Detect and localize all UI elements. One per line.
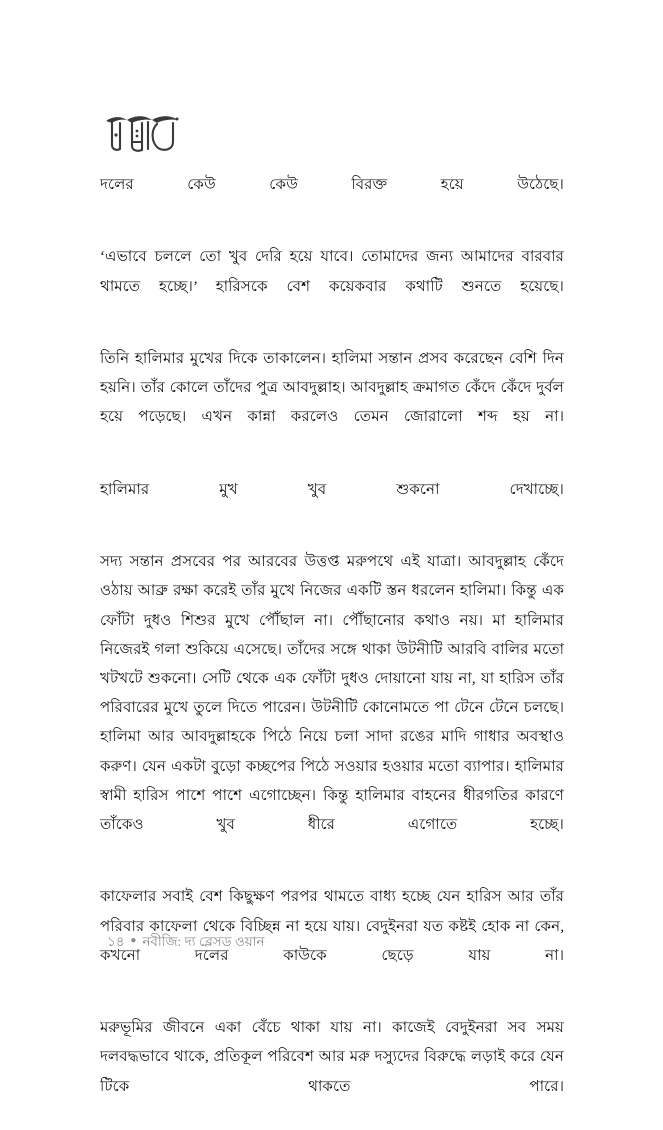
chapter-heading-glyph-icon (103, 108, 203, 158)
page-footer (107, 932, 264, 952)
footer-separator-icon: ● (130, 935, 137, 946)
body-text-block (100, 170, 564, 1130)
paragraph: মরুভূমির জীবনে একা বেঁচে থাকা যায় না। কাজেই বেদুইনরা সব সময় দলবদ্ধভাবে থাকে, প্রতিকূল পরিবেশ আর মরু দস্যুদের বিরুদ্ধে লড়াই করে যেন টিকে থাকতে পারে। (100, 1019, 564, 1095)
chapter-heading (103, 108, 523, 160)
paragraph: দলের কেউ কেউ বিরক্ত হয়ে উঠেছে। (100, 176, 564, 193)
paragraph: তিনি হালিমার মুখের দিকে তাকালেন। হালিমা সন্তান প্রসব করেছেন বেশি দিন হয়নি। তাঁর কোলে তাঁদের পুত্র আবদুল্লাহ। আবদুল্লাহ ক্রমাগত কেঁদে কেঁদে দুর্বল হয়ে পড়েছে। এখন কান্না করলেও তেমন জোরালো শব্দ হয় না। (100, 350, 564, 426)
paragraph: সদ্য সন্তান প্রসবের পর আরবের উত্তপ্ত মরুপথে এই যাত্রা। আবদুল্লাহ কেঁদে ওঠায় আব্রু রক্ষা করেই তাঁর মুখে নিজের একটি স্তন ধরলেন হালিমা। কিন্তু এক ফোঁটা দুধও শিশুর মুখে পৌঁছাল না। পৌঁছানোর কথাও নয়। মা হালিমার নিজেরই গলা শুকিয়ে এসেছে। তাঁদের সঙ্গে থাকা উটনীটি আরবি বালির মতো খটখটে শুকনো। সেটি থেকে এক ফোঁটা দুধও দোয়ানো যায় না, যা হারিস তাঁর পরিবারের মুখে তুলে দিতে পারেন। উটনীটি কোনোমতে পা টেনে টেনে চলছে। হালিমা আর আবদুল্লাহকে পিঠে নিয়ে চলা সাদা রঙের মাদি গাধার অবস্থাও করুণ। যেন একটা বুড়ো কচ্ছপের পিঠে সওয়ার হওয়ার মতো ব্যাপার। হালিমার স্বামী হারিস পাশে পাশে এগোচ্ছেন। কিন্তু হালিমার বাহনের ধীরগতির কারণে তাঁকেও খুব ধীরে এগোতে হচ্ছে। (100, 553, 564, 834)
paragraph: হালিমার মুখ খুব শুকনো দেখাচ্ছে। (100, 480, 564, 498)
footer-book-title: নবীজি: দ্য ব্লেসড ওয়ান (142, 934, 265, 949)
page-number: ১৪ (107, 934, 125, 949)
paragraph: কাফেলার সবাই বেশ কিছুক্ষণ পরপর থামতে বাধ্য হচ্ছে যেন হারিস আর তাঁর পরিবার কাফেলা থেকে বিচ্ছিন্ন না হয়ে যায়। বেদুইনরা যত কষ্টই হোক না কেন, কখনো দলের কাউকে ছেড়ে যায় না। (100, 888, 564, 964)
paragraph: ‘এভাবে চললে তো খুব দেরি হয়ে যাবে। তোমাদের জন্য আমাদের বারবার থামতে হচ্ছে।’ হারিসকে বেশ কয়েকবার কথাটি শুনতে হয়েছে। (100, 248, 564, 295)
